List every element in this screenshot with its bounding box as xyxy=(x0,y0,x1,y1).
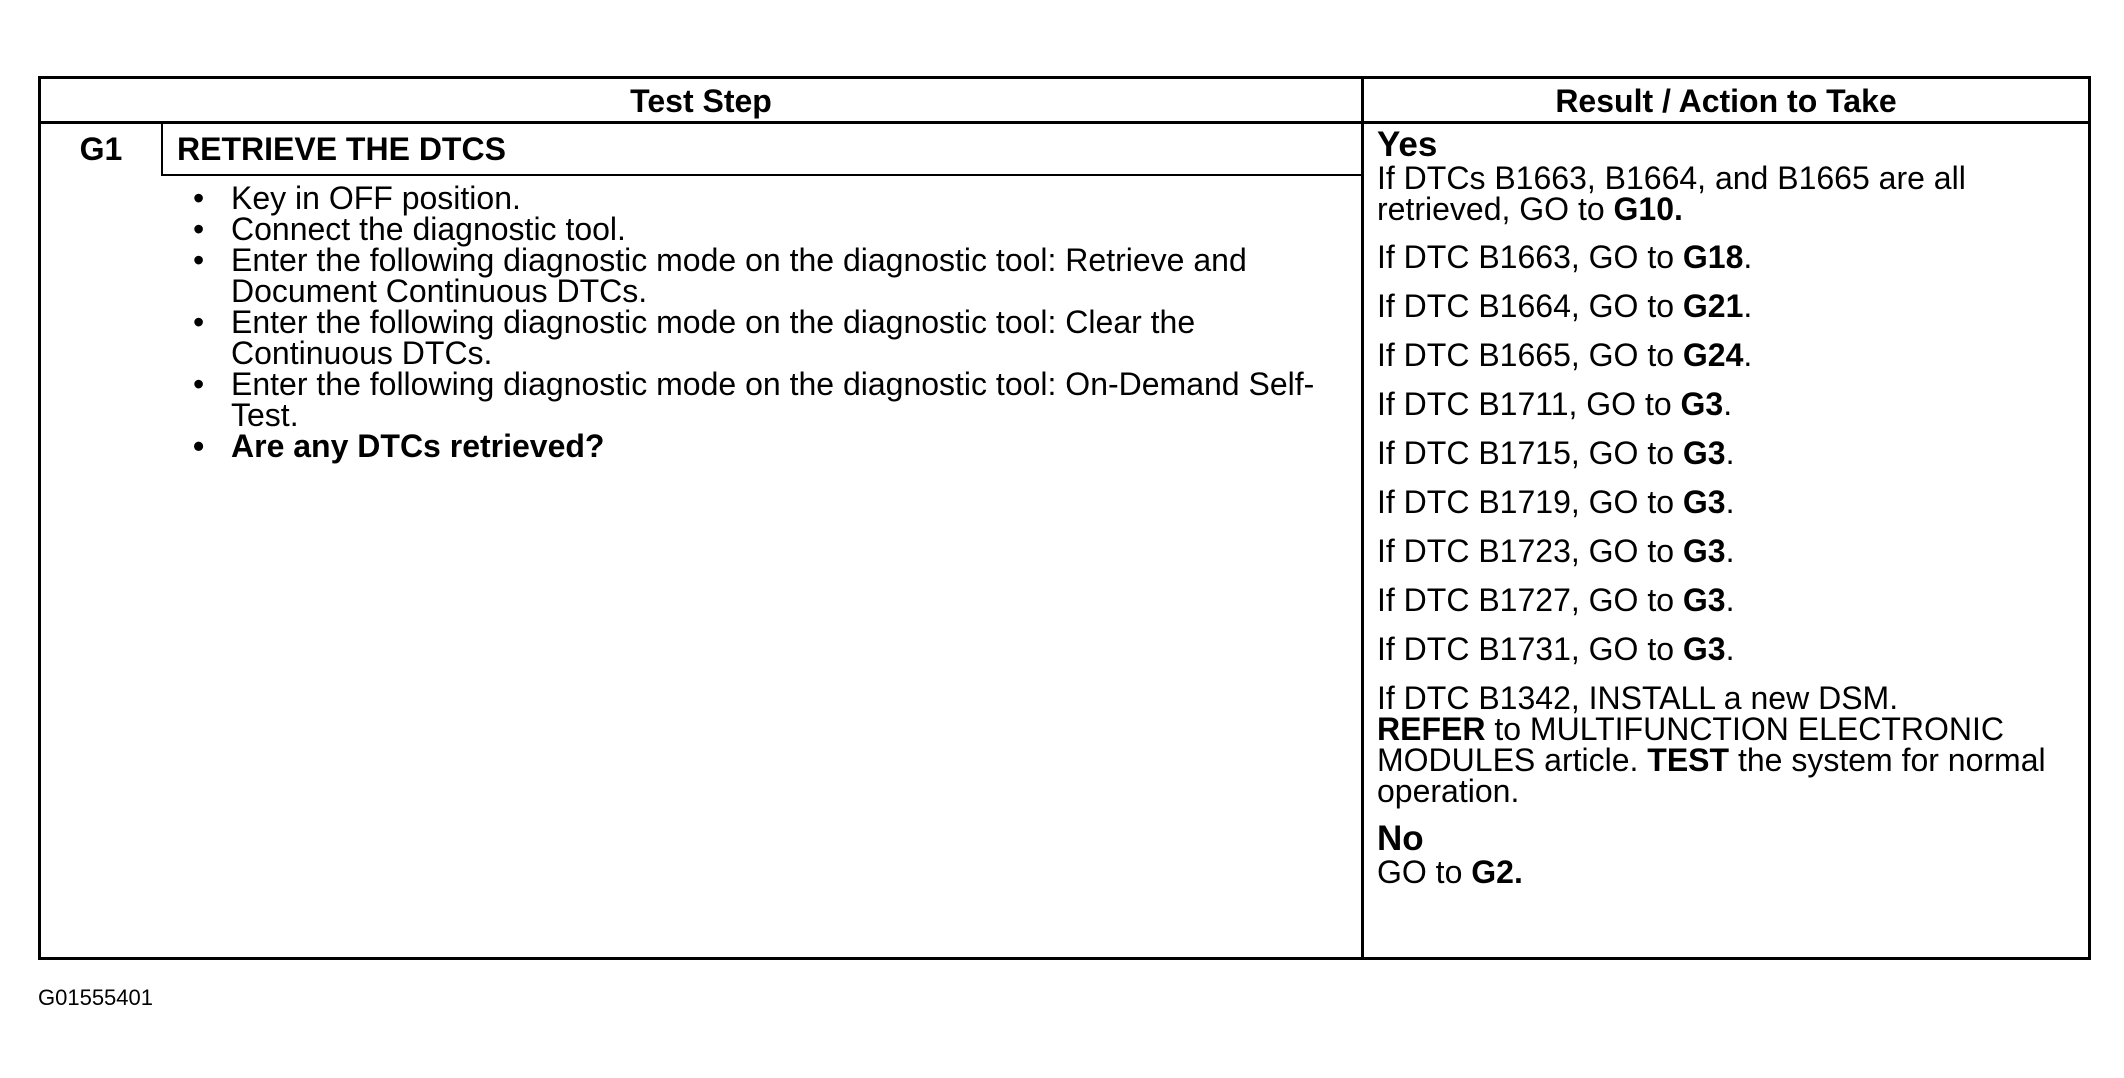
goto-target: G18 xyxy=(1682,239,1744,275)
step-id: G1 xyxy=(79,131,123,167)
goto-target: G21 xyxy=(1682,288,1744,324)
no-action: GO to G2. xyxy=(1377,854,1523,890)
yes-action: If DTC B1719, GO to G3. xyxy=(1377,484,1735,520)
bullet-icon: • xyxy=(193,428,205,464)
goto-target: G10 xyxy=(1613,191,1675,227)
instruction-question: • Are any DTCs retrieved? xyxy=(193,428,605,464)
bullet-icon: • xyxy=(193,180,205,216)
header-test-step: Test Step xyxy=(630,83,772,119)
instruction-item: • Connect the diagnostic tool. xyxy=(193,211,626,247)
yes-label: Yes xyxy=(1377,125,1438,164)
bullet-icon: • xyxy=(193,366,205,402)
goto-target: G24 xyxy=(1682,337,1744,373)
instruction-item: • Enter the following diagnostic mode on the diagnostic tool: Retrieve and Document Continuous DTCs. xyxy=(193,242,1247,309)
yes-action: If DTCs B1663, B1664, and B1665 are all retrieved, GO to G10. xyxy=(1377,160,1966,227)
bullet-icon: • xyxy=(193,242,205,278)
yes-action: If DTC B1715, GO to G3. xyxy=(1377,435,1735,471)
column-divider xyxy=(1361,79,1364,957)
goto-target: G2 xyxy=(1471,854,1514,890)
goto-target: G3 xyxy=(1682,484,1726,520)
goto-target: G3 xyxy=(1682,582,1726,618)
yes-action: If DTC B1663, GO to G18. xyxy=(1377,239,1753,275)
no-label: No xyxy=(1377,819,1424,858)
step-title: RETRIEVE THE DTCS xyxy=(177,131,506,167)
install-action: If DTC B1342, INSTALL a new DSM. REFER to MULTIFUNCTION ELECTRONIC MODULES article. TEST the system for normal operation. xyxy=(1377,680,2046,809)
goto-target: G3 xyxy=(1682,435,1726,471)
goto-target: G3 xyxy=(1682,533,1726,569)
yes-action: If DTC B1665, GO to G24. xyxy=(1377,337,1753,373)
goto-target: G3 xyxy=(1682,631,1726,667)
yes-action: If DTC B1731, GO to G3. xyxy=(1377,631,1735,667)
header-result-action: Result / Action to Take xyxy=(1555,83,1897,119)
step-id-divider xyxy=(161,123,163,175)
step-instructions xyxy=(175,180,1355,464)
figure-id: G01555401 xyxy=(38,985,153,1010)
instruction-item: • Key in OFF position. xyxy=(193,180,521,216)
bullet-icon: • xyxy=(193,211,205,247)
instruction-item: • Enter the following diagnostic mode on the diagnostic tool: Clear the Continuous DTCs. xyxy=(193,304,1196,371)
goto-target: G3 xyxy=(1680,386,1724,422)
instruction-item: • Enter the following diagnostic mode on the diagnostic tool: On-Demand Self-Test. xyxy=(193,366,1315,433)
yes-action: If DTC B1664, GO to G21. xyxy=(1377,288,1753,324)
bullet-icon: • xyxy=(193,304,205,340)
result-actions xyxy=(1377,127,2077,888)
yes-action: If DTC B1727, GO to G3. xyxy=(1377,582,1735,618)
yes-action: If DTC B1711, GO to G3. xyxy=(1377,386,1733,422)
yes-action: If DTC B1723, GO to G3. xyxy=(1377,533,1735,569)
diagnostic-test-table xyxy=(38,76,2091,960)
